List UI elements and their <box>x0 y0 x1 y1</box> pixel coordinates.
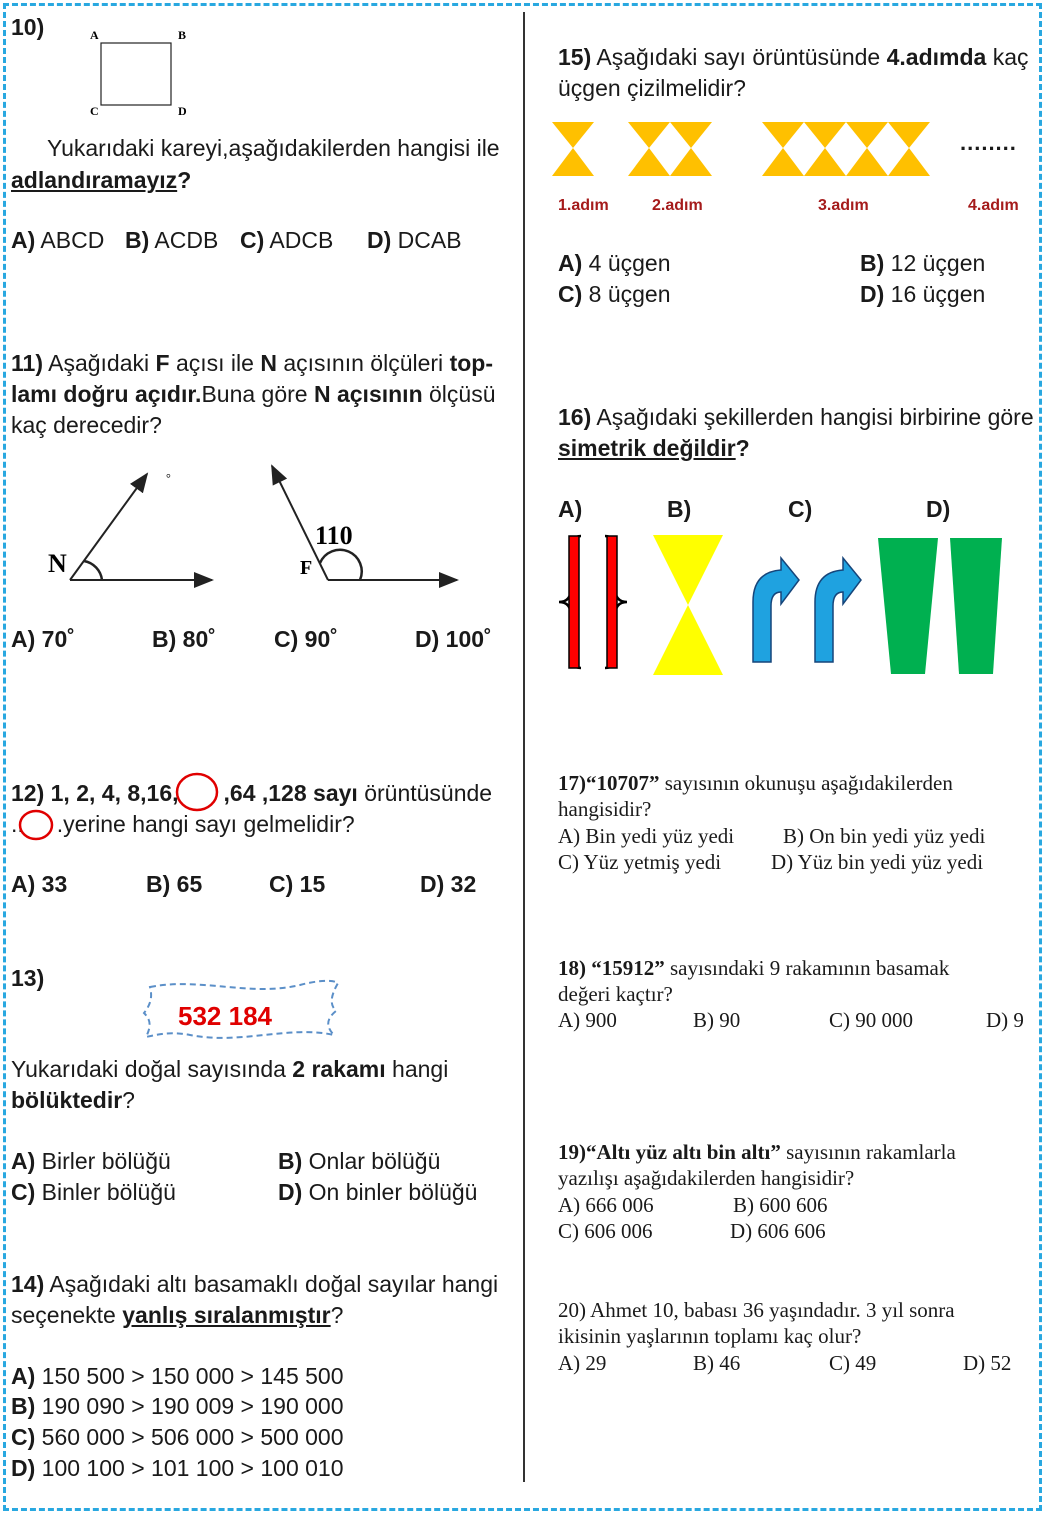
corner-a: A <box>90 28 99 42</box>
q11-option-a: A) 70˚ <box>11 626 75 652</box>
q11-text-line3: kaç derecedir? <box>11 412 162 438</box>
q18-option-d: D) 9 <box>986 1008 1024 1032</box>
q16-text-line2: simetrik değildir? <box>558 435 750 461</box>
square-shape <box>101 43 171 105</box>
q15-option-a: A) 4 üçgen <box>558 250 671 276</box>
q19-option-c: C) 606 006 <box>558 1219 653 1243</box>
pattern-triangle <box>552 122 594 148</box>
shape-a-left-bar <box>569 536 579 668</box>
step-2-hourglasses <box>628 122 712 176</box>
column-divider <box>523 12 525 1482</box>
pattern-triangle <box>762 148 804 176</box>
pattern-triangle <box>670 122 712 148</box>
number-wavy-banner <box>140 975 345 1045</box>
q20-text-line1: 20) Ahmet 10, babası 36 yaşındadır. 3 yıl sonra <box>558 1298 955 1322</box>
q11-text-line2: lamı doğru açıdır.Buna göre N açısının ölçüsü <box>11 381 496 407</box>
q16-text-line1: 16) Aşağıdaki şekillerden hangisi birbirine göre <box>558 404 1034 430</box>
q16-label-a: A) <box>558 496 583 522</box>
q14-text-line2: seçenekte yanlış sıralanmıştır? <box>11 1302 344 1328</box>
shape-c-arrows <box>753 558 861 662</box>
q11-text-line1: 11) Aşağıdaki F açısı ile N açısının ölçüleri top- <box>11 350 493 376</box>
shape-a-braces <box>559 536 627 668</box>
q12-text-line1: 12) 1, 2, 4, 8,16, ,64 ,128 sayı örüntüsünde <box>11 780 493 806</box>
pattern-triangle <box>628 148 670 176</box>
shape-c-right-arrow <box>815 558 861 662</box>
step-label-1: 1.adım <box>558 197 609 214</box>
q15-option-d: D) 16 üçgen <box>860 281 986 307</box>
q20-option-d: D) 52 <box>963 1351 1012 1375</box>
step-label-4: 4.adım <box>968 197 1019 214</box>
angles-figure <box>40 460 480 600</box>
q19-option-b: B) 600 606 <box>733 1193 828 1217</box>
q13-option-a: A) Birler bölüğü <box>11 1148 171 1174</box>
q13-number: 13) <box>11 965 45 991</box>
degree-mark: ° <box>166 471 171 485</box>
q18-option-c: C) 90 000 <box>829 1008 913 1032</box>
q13-option-d: D) On binler bölüğü <box>278 1179 478 1205</box>
q18-text-line2: değeri kaçtır? <box>558 982 673 1006</box>
q12-text-line2: .. .yerine hangi sayı gelmelidir? <box>11 811 355 837</box>
step-label-2: 2.adım <box>652 197 703 214</box>
q18-text-line1: 18) “15912” sayısındaki 9 rakamının basamak <box>558 956 950 980</box>
q15-text-line1: 15) Aşağıdaki sayı örüntüsünde 4.adımda kaç <box>558 44 1029 70</box>
label-f: F <box>300 557 313 579</box>
step-1-hourglasses <box>552 122 594 176</box>
label-n: N <box>48 549 67 578</box>
shape-d-trapezoids <box>878 538 1002 674</box>
pattern-continuation-dots: ........ <box>960 130 1017 155</box>
shape-d-right-trapezoid <box>950 538 1002 674</box>
corner-d: D <box>178 104 187 118</box>
step-3-hourglasses <box>762 122 930 176</box>
symmetry-shapes <box>553 530 1013 680</box>
angle-n <box>48 471 212 580</box>
q18-option-a: A) 900 <box>558 1008 617 1032</box>
angle-f-value: 110 <box>315 521 353 550</box>
q16-label-d: D) <box>926 496 951 522</box>
step-label-3: 3.adım <box>818 197 869 214</box>
shape-a-right-bar <box>607 536 617 668</box>
q16-label-b: B) <box>667 496 692 522</box>
corner-c: C <box>90 104 99 118</box>
q12-option-d: D) 32 <box>420 871 477 897</box>
shape-b-hourglass <box>653 535 723 675</box>
q20-option-b: B) 46 <box>693 1351 741 1375</box>
q19-option-a: A) 666 006 <box>558 1193 654 1217</box>
q20-option-c: C) 49 <box>829 1351 877 1375</box>
q19-text-line1: 19)“Altı yüz altı bin altı” sayısının rakamlarla <box>558 1140 956 1164</box>
q15-option-b: B) 12 üçgen <box>860 250 986 276</box>
pattern-triangle <box>762 122 804 148</box>
pattern-triangle <box>670 148 712 176</box>
hourglass-pattern <box>548 120 1028 182</box>
q11-option-b: B) 80˚ <box>152 626 216 652</box>
q10-number: 10) <box>11 14 45 40</box>
q19-text-line2: yazılışı aşağıdakilerden hangisidir? <box>558 1166 855 1190</box>
q10-option-d: D) DCAB <box>367 227 462 253</box>
q12-option-a: A) 33 <box>11 871 68 897</box>
highlighted-number: 532 184 <box>178 1001 272 1031</box>
q17-option-c: C) Yüz yetmiş yedi <box>558 850 722 874</box>
q10-text-line2: adlandıramayız? <box>11 167 192 193</box>
q14-option-d: D) 100 100 > 101 100 > 100 010 <box>11 1455 344 1481</box>
shape-c-left-arrow <box>753 558 799 662</box>
shape-b-bottom-triangle <box>653 605 723 675</box>
q15-text-line2: üçgen çizilmelidir? <box>558 75 746 101</box>
red-circle-blank-2 <box>18 808 58 842</box>
q16-label-c: C) <box>788 496 813 522</box>
q12-option-c: C) 15 <box>269 871 326 897</box>
pattern-triangle <box>628 122 670 148</box>
q12-option-b: B) 65 <box>146 871 203 897</box>
q10-option-c: C) ADCB <box>240 227 334 253</box>
pattern-triangle <box>846 122 888 148</box>
pattern-triangle <box>888 148 930 176</box>
q14-option-a: A) 150 500 > 150 000 > 145 500 <box>11 1363 344 1389</box>
pattern-triangle <box>552 148 594 176</box>
q14-option-b: B) 190 090 > 190 009 > 190 000 <box>11 1393 344 1419</box>
q10-option-a: A) ABCD <box>11 227 105 253</box>
q13-option-c: C) Binler bölüğü <box>11 1179 176 1205</box>
shape-d-left-trapezoid <box>878 538 938 674</box>
q17-text-line2: hangisidir? <box>558 797 652 821</box>
q10-text-line1: Yukarıdaki kareyi,aşağıdakilerden hangisi ile <box>47 135 500 161</box>
q11-option-c: C) 90˚ <box>274 626 338 652</box>
q13-option-b: B) Onlar bölüğü <box>278 1148 441 1174</box>
pattern-triangle <box>846 148 888 176</box>
q17-option-a: A) Bin yedi yüz yedi <box>558 824 735 848</box>
q18-option-b: B) 90 <box>693 1008 741 1032</box>
q17-option-b: B) On bin yedi yüz yedi <box>783 824 986 848</box>
q17-text-line1: 17)“10707” sayısının okunuşu aşağıdakilerden <box>558 771 953 795</box>
pattern-triangle <box>888 122 930 148</box>
q10-option-b: B) ACDB <box>125 227 219 253</box>
pattern-triangle <box>804 122 846 148</box>
q11-option-d: D) 100˚ <box>415 626 492 652</box>
q13-text-line1: Yukarıdaki doğal sayısında 2 rakamı hangi <box>11 1056 449 1082</box>
q20-option-a: A) 29 <box>558 1351 607 1375</box>
q17-option-d: D) Yüz bin yedi yüz yedi <box>771 850 984 874</box>
angle-f <box>272 466 457 580</box>
q14-option-c: C) 560 000 > 506 000 > 500 000 <box>11 1424 344 1450</box>
q15-option-c: C) 8 üçgen <box>558 281 671 307</box>
corner-b: B <box>178 28 187 42</box>
pattern-triangle <box>804 148 846 176</box>
square-abcd-figure <box>88 28 198 118</box>
red-circle-blank-1 <box>175 772 223 812</box>
shape-b-top-triangle <box>653 535 723 605</box>
q13-text-line2: bölüktedir? <box>11 1087 135 1113</box>
q19-option-d: D) 606 606 <box>730 1219 826 1243</box>
q14-text-line1: 14) Aşağıdaki altı basamaklı doğal sayılar hangi <box>11 1271 499 1297</box>
q20-text-line2: ikisinin yaşlarının toplamı kaç olur? <box>558 1324 862 1348</box>
